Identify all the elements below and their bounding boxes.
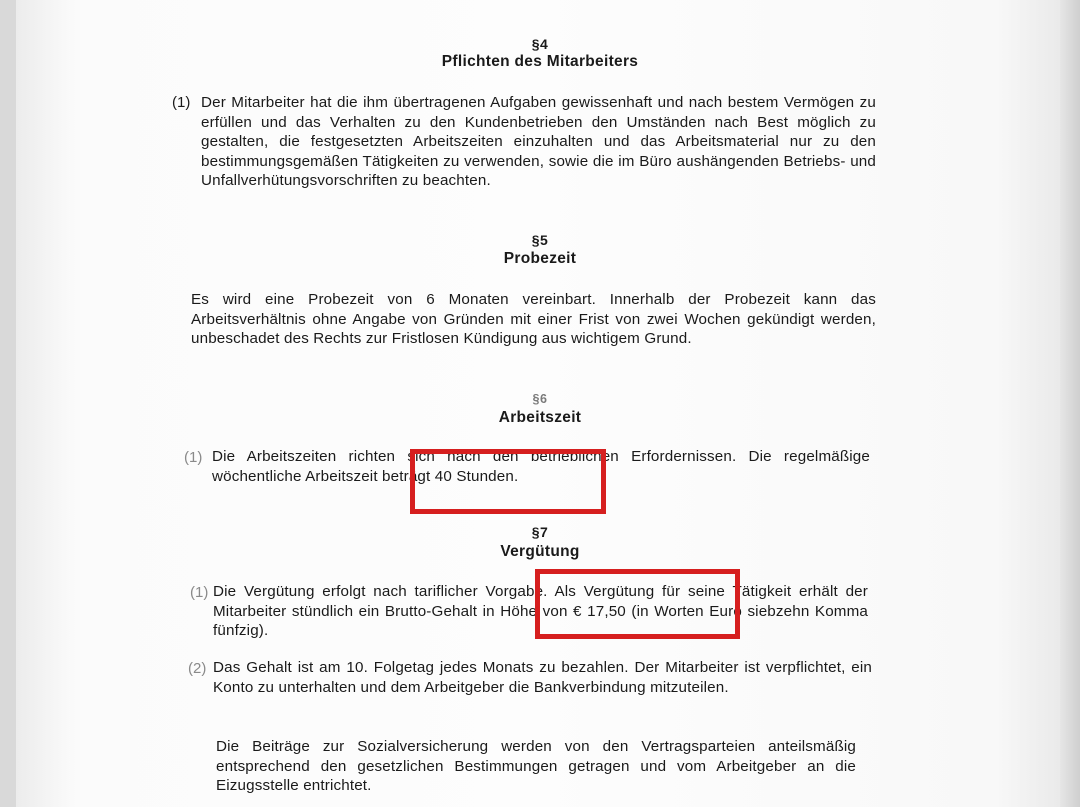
section-7-para-1-number: (1) [190, 584, 209, 601]
section-7-para-1: Die Vergütung erfolgt nach tariflicher Vorgabe. Als Vergütung für seine Tätigkeit erhält der Mitarbeiter stündlich ein Brutto-Gehalt in Höhe von € 17,50 (in Worten Euro siebzehn Komma fünfzig). [213, 583, 868, 640]
section-6-para-1: Die Arbeitszeiten richten sich nach den betrieblichen Erfordernissen. Die regelmäßige wöchentliche Arbeitszeit beträgt 40 Stunden. [212, 448, 870, 485]
section-5-para: Es wird eine Probezeit von 6 Monaten vereinbart. Innerhalb der Probezeit kann das Arbeitsverhältnis ohne Angabe von Gründen mit einer Frist von zwei Wochen gekündigt werden, unbeschadet des Rechts zur Fristlosen Kündigung aus wichtigem Grund. [191, 291, 876, 348]
section-6-number: §6 [532, 392, 548, 406]
section-4-para-1-number: (1) [172, 94, 191, 111]
section-4-number: §4 [531, 36, 549, 52]
section-5-number: §5 [531, 232, 549, 248]
highlight-box-hourly-wage [535, 569, 740, 639]
section-7-para-2: Das Gehalt ist am 10. Folgetag jedes Monats zu bezahlen. Der Mitarbeiter ist verpflichtet, ein Konto zu unterhalten und dem Arbeitgeber die Bankverbindung mitzuteilen. [213, 659, 872, 696]
section-7-para-3: Die Beiträge zur Sozialversicherung werden von den Vertragsparteien anteilsmäßig entsprechend den gesetzlichen Bestimmungen getragen und vom Arbeitgeber an die Eizugsstelle entrichtet. [216, 738, 856, 795]
section-6-title: Arbeitszeit [498, 409, 582, 426]
section-7-number: §7 [531, 524, 549, 540]
section-7-title: Vergütung [500, 543, 580, 560]
highlight-box-working-hours [410, 449, 606, 514]
section-4-title: Pflichten des Mitarbeiters [441, 53, 639, 70]
section-7-para-2-number: (2) [188, 660, 207, 677]
section-5-title: Probezeit [503, 250, 577, 267]
section-4-para-1: Der Mitarbeiter hat die ihm übertragenen Aufgaben gewissenhaft und nach bestem Vermögen zu erfüllen und das Verhalten zu den Kundenbetrieben den Umständen nach Best möglich zu gestalten, die festgesetzten Arbeitszeiten einzuhalten und das Arbeitsmaterial nur zu den bestimmungsgemäßen Tätigkeiten zu verwenden, sowie die im Büro aushängenden Betriebs- und Unfallverhütungsvorschriften zu beachten. [201, 94, 876, 190]
section-6-para-1-number: (1) [184, 449, 203, 466]
